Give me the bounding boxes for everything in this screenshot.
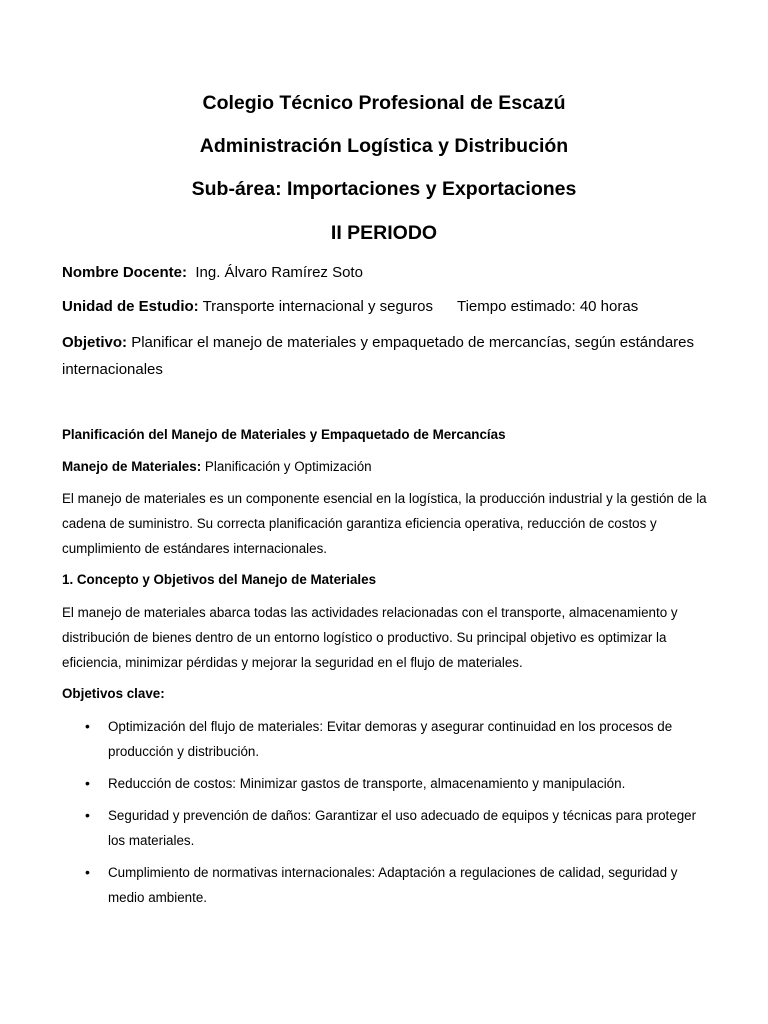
time-value: 40 horas: [579, 298, 639, 315]
objective-item: Seguridad y prevención de daños: Garantizar el uso adecuado de equipos y técnicas para proteger los materiales.: [108, 808, 697, 848]
program-title: Administración Logística y Distribución: [199, 135, 569, 157]
objective-item: Optimización del flujo de materiales: Evitar demoras y asegurar continuidad en los procesos de producción y distribución.: [108, 719, 673, 759]
objective-item: Cumplimiento de normativas internacionales: Adaptación a regulaciones de calidad, seguridad y medio ambiente.: [108, 865, 678, 905]
subtitle-label: Manejo de Materiales:: [62, 459, 202, 474]
period-title: II PERIODO: [330, 222, 438, 244]
concept-heading: 1. Concepto y Objetivos del Manejo de Materiales: [62, 572, 377, 587]
teacher-label: Nombre Docente:: [62, 264, 188, 281]
objective-value: Planificar el manejo de materiales y empaquetado de mercancías, según estándares internacionales: [62, 334, 695, 378]
subtitle-value: Planificación y Optimización: [204, 459, 372, 474]
unit-value: Transporte internacional y seguros: [202, 298, 433, 315]
objectives-heading: Objetivos clave:: [62, 686, 165, 701]
bullet-icon: •: [85, 775, 90, 791]
objective-paragraph: [62, 329, 712, 383]
objective-item: Reducción de costos: Minimizar gastos de transporte, almacenamiento y manipulación.: [108, 776, 626, 791]
section-title: Planificación del Manejo de Materiales y Empaquetado de Mercancías: [62, 427, 506, 442]
bullet-icon: •: [85, 864, 90, 880]
time-label: Tiempo estimado:: [456, 298, 576, 315]
school-title: Colegio Técnico Profesional de Escazú: [202, 92, 566, 114]
teacher-value: Ing. Álvaro Ramírez Soto: [195, 264, 363, 281]
bullet-icon: •: [85, 807, 90, 823]
teacher-line: [62, 263, 363, 283]
objective-label: Objetivo:: [62, 334, 128, 351]
concept-paragraph: El manejo de materiales abarca todas las actividades relacionadas con el transporte, almacenamiento y distribución de bienes dentro de un entorno logístico o productivo. Su principal objetivo es optimizar la eficiencia, minimizar pérdidas y mejorar la seguridad en el flujo de materiales.: [62, 605, 678, 670]
bullet-icon: •: [85, 718, 90, 734]
subarea-title: Sub-área: Importaciones y Exportaciones: [191, 178, 577, 200]
unit-line: [62, 297, 638, 317]
unit-label: Unidad de Estudio:: [62, 298, 199, 315]
intro-paragraph: El manejo de materiales es un componente esencial en la logística, la producción industrial y la gestión de la cadena de suministro. Su correcta planificación garantiza eficiencia operativa, reducción de costos y cumplimiento de estándares internacionales.: [62, 491, 707, 556]
subtitle-line: [62, 458, 372, 476]
